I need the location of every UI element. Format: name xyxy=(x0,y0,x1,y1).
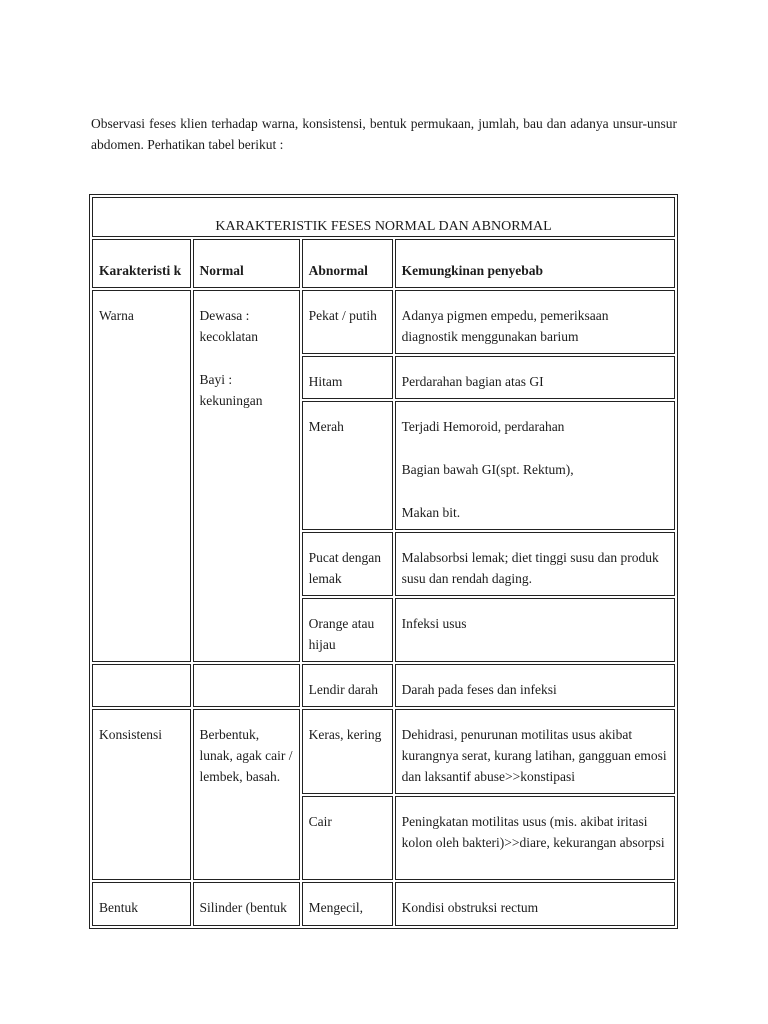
table-header-row xyxy=(92,239,675,288)
bentuk-normal: Silinder (bentuk xyxy=(193,882,300,926)
cause-cell xyxy=(395,401,675,530)
warna-label: Warna xyxy=(92,290,191,662)
cause-line: Makan bit. xyxy=(401,505,461,520)
intro-paragraph: Observasi feses klien terhadap warna, konsistensi, bentuk permukaan, jumlah, bau dan adanya unsur-unsur abdomen. Perhatikan tabel berikut : xyxy=(91,116,677,152)
table-row xyxy=(92,290,675,354)
bentuk-label: Bentuk xyxy=(92,882,191,926)
table-row xyxy=(92,709,675,794)
cause-line: Bagian bawah GI(spt. Rektum), xyxy=(401,462,574,477)
warna-normal-baby: Bayi : kekuningan xyxy=(199,372,263,408)
abnormal-cell: Pucat dengan lemak xyxy=(302,532,393,596)
cause-cell: Darah pada feses dan infeksi xyxy=(395,664,675,707)
cause-cell: Perdarahan bagian atas GI xyxy=(395,356,675,399)
konsistensi-normal: Berbentuk, lunak, agak cair / lembek, basah. xyxy=(193,709,300,880)
empty-cell xyxy=(92,664,191,707)
abnormal-cell: Merah xyxy=(302,401,393,530)
empty-cell xyxy=(193,664,300,707)
header-cause: Kemungkinan penyebab xyxy=(395,239,675,288)
table-row xyxy=(92,882,675,926)
table-title-row xyxy=(92,197,675,237)
abnormal-cell: Hitam xyxy=(302,356,393,399)
cause-cell: Malabsorbsi lemak; diet tinggi susu dan produk susu dan rendah daging. xyxy=(395,532,675,596)
abnormal-cell: Pekat / putih xyxy=(302,290,393,354)
table-title: KARAKTERISTIK FESES NORMAL DAN ABNORMAL xyxy=(92,197,675,237)
cause-cell: Peningkatan motilitas usus (mis. akibat iritasi kolon oleh bakteri)>>diare, kekurangan absorpsi xyxy=(395,796,675,880)
abnormal-cell: Mengecil, xyxy=(302,882,393,926)
abnormal-cell: Cair xyxy=(302,796,393,880)
cause-cell: Dehidrasi, penurunan motilitas usus akibat kurangnya serat, kurang latihan, gangguan emosi dan laksantif abuse>>konstipasi xyxy=(395,709,675,794)
cause-line: Terjadi Hemoroid, perdarahan xyxy=(401,419,565,434)
warna-normal-adult: Dewasa : kecoklatan xyxy=(199,308,258,344)
abnormal-cell: Keras, kering xyxy=(302,709,393,794)
header-abnormal: Abnormal xyxy=(302,239,393,288)
header-characteristic: Karakteristi k xyxy=(92,239,191,288)
table-row xyxy=(92,664,675,707)
warna-normal xyxy=(193,290,300,662)
cause-cell: Adanya pigmen empedu, pemeriksaan diagnostik menggunakan barium xyxy=(395,290,675,354)
cause-cell: Infeksi usus xyxy=(395,598,675,662)
konsistensi-label: Konsistensi xyxy=(92,709,191,880)
feces-characteristics-table xyxy=(89,194,678,929)
cause-cell: Kondisi obstruksi rectum xyxy=(395,882,675,926)
abnormal-cell: Lendir darah xyxy=(302,664,393,707)
abnormal-cell: Orange atau hijau xyxy=(302,598,393,662)
header-normal: Normal xyxy=(193,239,300,288)
